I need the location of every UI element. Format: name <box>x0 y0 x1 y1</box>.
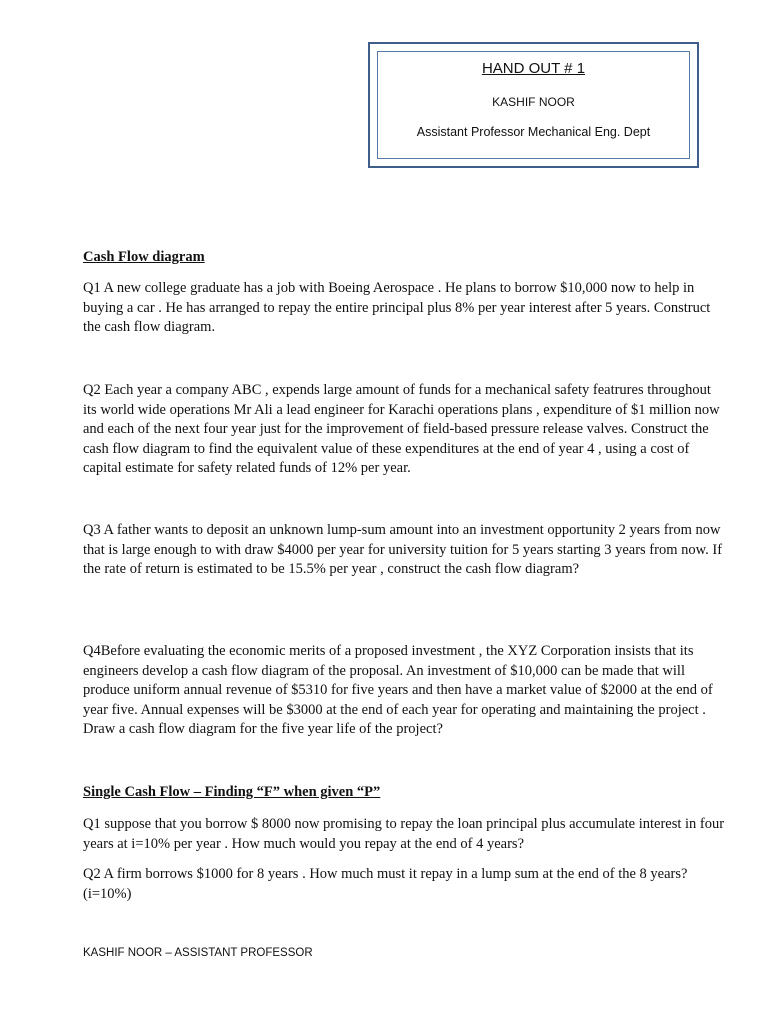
question-cfd-q4: Q4Before evaluating the economic merits of a proposed investment , the XYZ Corporation insists that its engineers develop a cash flow diagram of the proposal. An investment of $10,000 can be made that will produce uniform annual revenue of $5310 for five years and then have a market value of $2000 at the end of year five. Annual expenses will be $3000 at the end of each year for operating and maintaining the project . Draw a cash flow diagram for the five year life of the project? <box>83 643 713 737</box>
page-footer: KASHIF NOOR – ASSISTANT PROFESSOR <box>83 947 313 959</box>
header-box <box>368 42 699 168</box>
header-inner-frame <box>377 51 690 159</box>
handout-title: HAND OUT # 1 <box>481 60 586 77</box>
question-scf-q2: Q2 A firm borrows $1000 for 8 years . How much must it repay in a lump sum at the end of the 8 years? (i=10%) <box>83 866 688 902</box>
question-cfd-q3: Q3 A father wants to deposit an unknown lump-sum amount into an investment opportunity 2 years from now that is large enough to with draw $4000 per year for university tuition for 5 years starting 3 years from now. If the rate of return is estimated to be 15.5% per year , construct the cash flow diagram? <box>83 522 723 577</box>
author-position: Assistant Professor Mechanical Eng. Dept <box>416 125 651 139</box>
section-heading-single-cash-flow: Single Cash Flow – Finding “F” when given “P” <box>83 784 381 800</box>
section-heading-cash-flow-diagram: Cash Flow diagram <box>83 249 205 265</box>
question-cfd-q1: Q1 A new college graduate has a job with Boeing Aerospace . He plans to borrow $10,000 now to help in buying a car . He has arranged to repay the entire principal plus 8% per year interest after 5 years. Construct the cash flow diagram. <box>83 280 711 335</box>
author-name: KASHIF NOOR <box>492 95 575 109</box>
question-cfd-q2: Q2 Each year a company ABC , expends large amount of funds for a mechanical safety featrures throughout its world wide operations Mr Ali a lead engineer for Karachi operations plans , expenditure of $1 million now and each of the next four year just for the improvement of field-based pressure release valves. Construct the cash flow diagram to find the equivalent value of these expenditures at the end of year 4 , using a cost of capital estimate for safety related funds of 12% per year. <box>83 382 720 476</box>
question-scf-q1: Q1 suppose that you borrow $ 8000 now promising to repay the loan principal plus accumulate interest in four years at i=10% per year . How much would you repay at the end of 4 years? <box>83 816 725 852</box>
